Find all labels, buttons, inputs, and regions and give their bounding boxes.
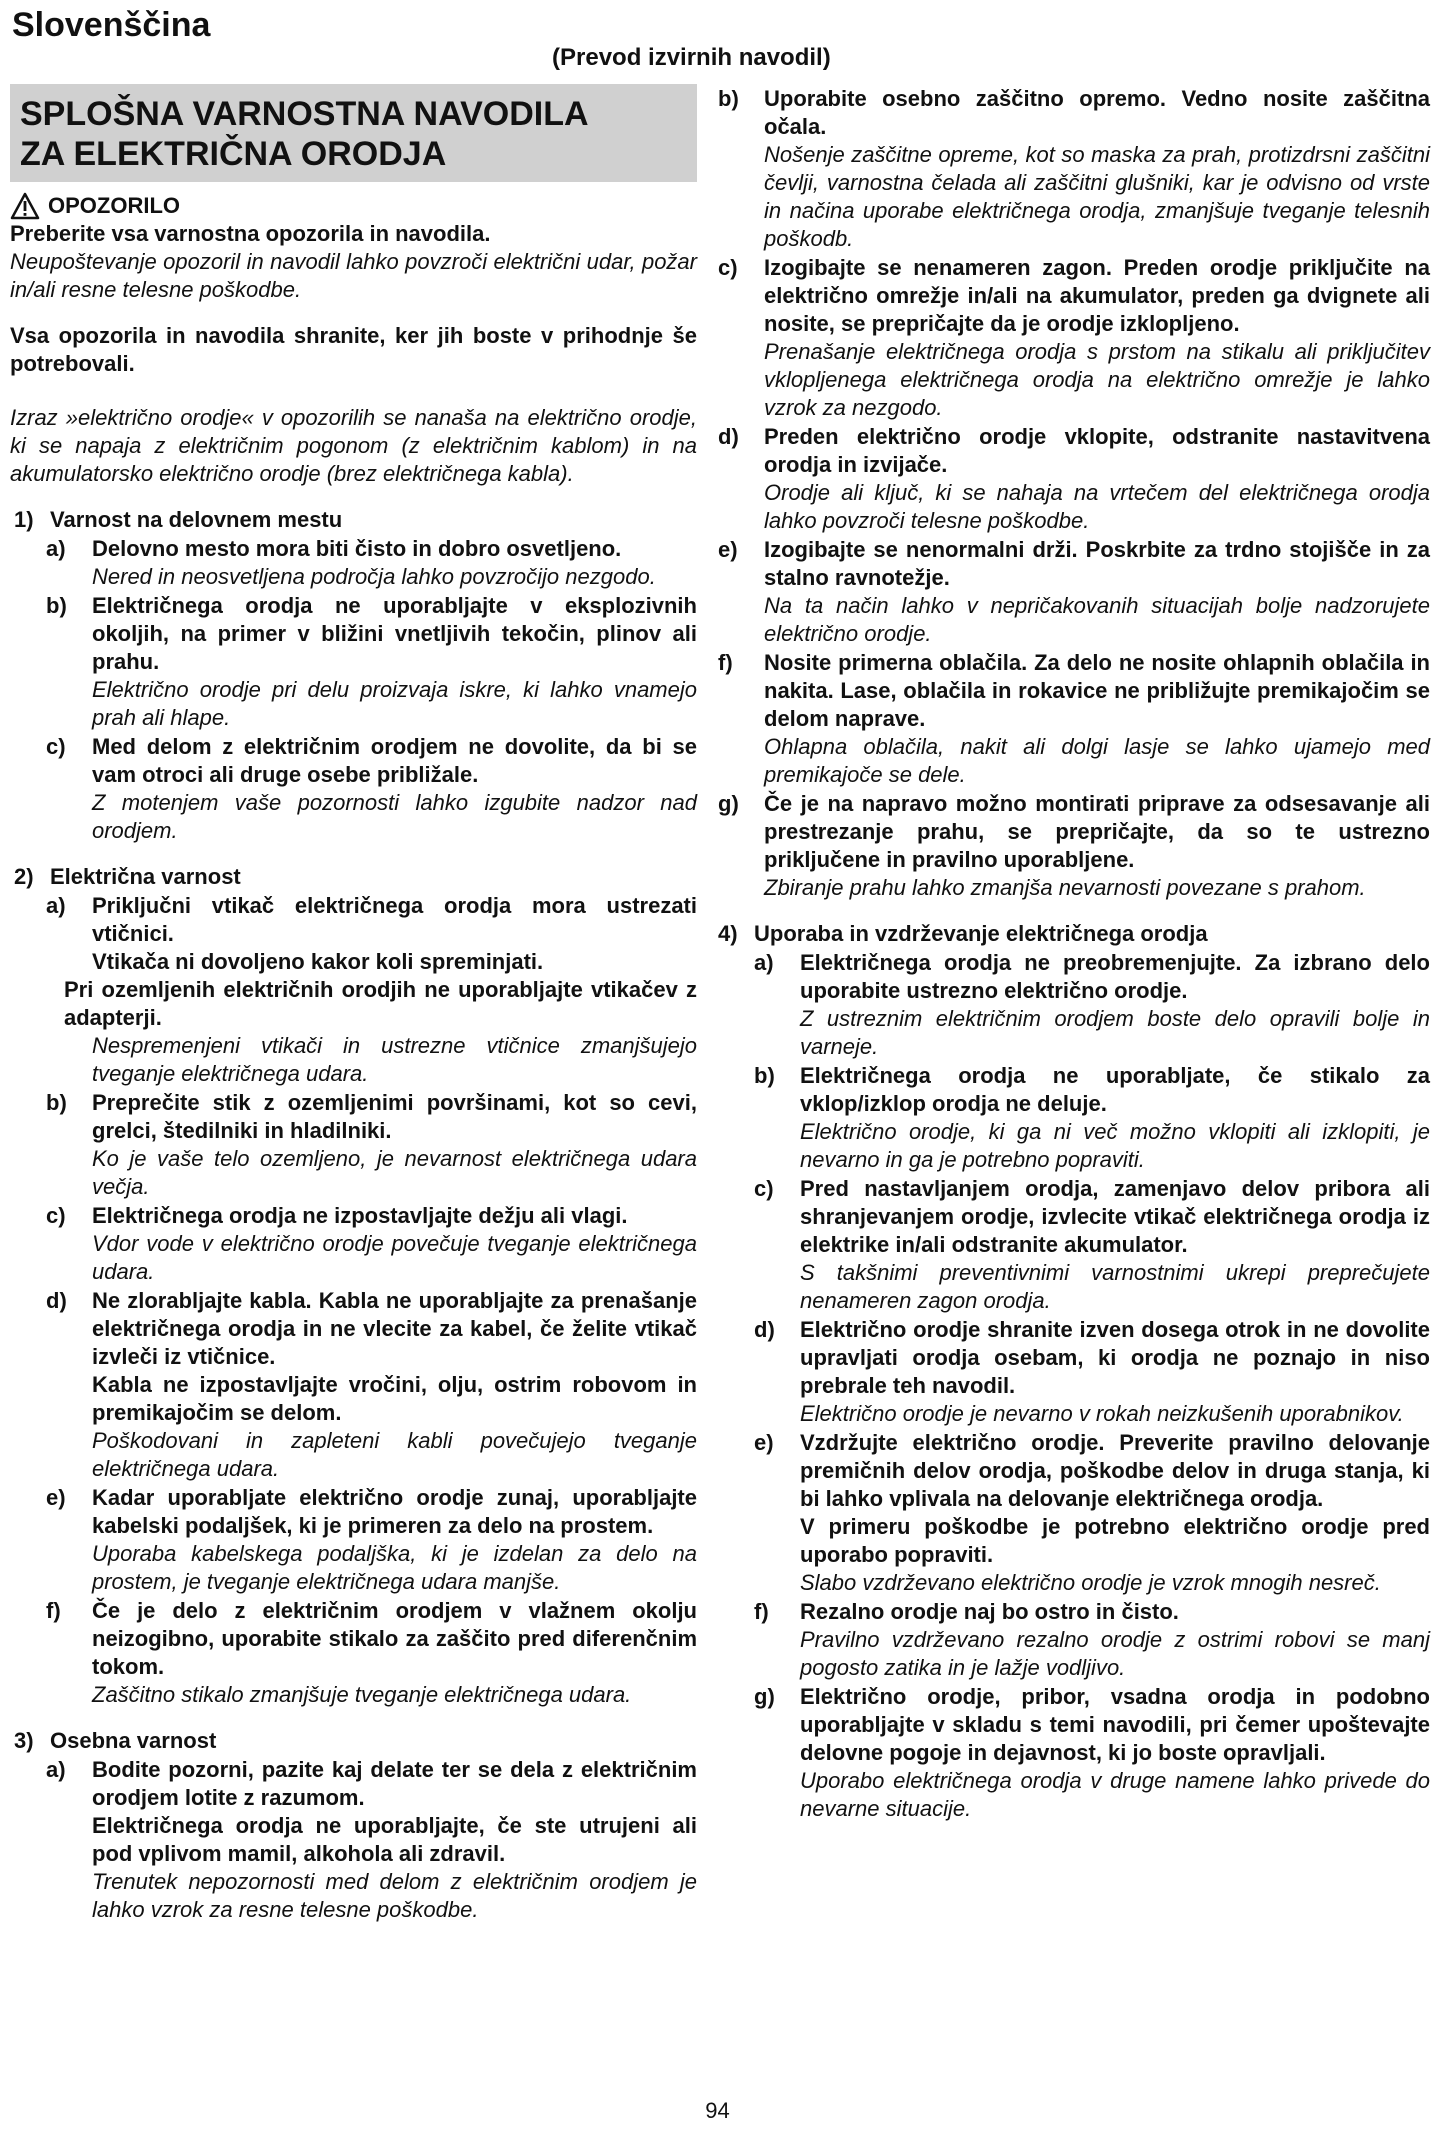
item-1c: c) Med delom z električnim orodjem ne dovolite, da bi se vam otroci ali druge osebe približale. Z motenjem vaše pozornosti lahko izgubite nadzor nad orodjem. xyxy=(46,734,697,843)
section-4-heading: 4) Uporaba in vzdrževanje električnega orodja xyxy=(718,921,1208,946)
warning-label: OPOZORILO xyxy=(48,193,180,218)
item-2e: e) Kadar uporabljate električno orodje zunaj, uporabljajte kabelski podaljšek, ki je primeren za delo na prostem. Uporaba kabelskega podaljška, ki je izdelan za delo na prostem, je tveganje električnega udara manjše. xyxy=(46,1485,697,1594)
item-4f: f) Rezalno orodje naj bo ostro in čisto. Pravilno vzdrževano rezalno orodje z ostrimi robovi se manj pogosto zatika in je lažje vodljivo. xyxy=(754,1599,1430,1680)
warning-term: Izraz »električno orodje« v opozorilih se nanaša na električno orodje, ki se napaja z električnim pogonom (z električnim kablom) in na akumulatorsko električno orodje (brez električnega kabla). xyxy=(10,405,697,486)
warning-italic: Neupoštevanje opozoril in navodil lahko povzroči električni udar, požar in/ali resne telesne poškodbe. xyxy=(10,249,697,302)
warning-heading xyxy=(10,192,697,220)
item-2a-adapter: Pri ozemljenih električnih orodjih ne uporabljajte vtikačev z adapterji. xyxy=(64,977,697,1030)
item-3a: a) Bodite pozorni, pazite kaj delate ter se dela z električnim orodjem lotite z razumom. Električnega orodja ne uporabljajte, če ste utrujeni ali pod vplivom mamil, alkohola ali zdravil. Trenutek nepozornosti med delom z električnim orodjem je lahko vzrok za resne telesne poškodbe. xyxy=(46,1757,697,1922)
item-2b: b) Preprečite stik z ozemljenimi površinami, kot so cevi, grelci, štedilniki in hladilniki. Ko je vaše telo ozemljeno, je nevarnost električnega udara večja. xyxy=(46,1090,697,1199)
item-1a: a) Delovno mesto mora biti čisto in dobro osvetljeno. Nered in neosvetljena področja lahko povzročijo nezgodo. xyxy=(46,536,656,589)
item-3g: g) Če je na napravo možno montirati priprave za odsesavanje ali prestrezanje prahu, se prepričajte, da so te ustrezno priključene in pravilno uporabljene. Zbiranje prahu lahko zmanjša nevarnosti povezane s prahom. xyxy=(718,791,1430,900)
item-4c: c) Pred nastavljanjem orodja, zamenjavo delov pribora ali shranjevanjem orodje, izvlecite vtikač električnega orodja iz elektrike in/ali odstranite akumulator. S takšnimi preventivnimi varnostnimi ukrepi preprečujete nenameren zagon orodja. xyxy=(754,1176,1430,1313)
item-4e: e) Vzdržujte električno orodje. Preverite pravilno delovanje premičnih delov orodja, poškodbe delov in druga stanja, ki bi lahko vplivala na delovanje električnega orodja. V primeru poškodbe je potrebno električno orodje pred uporabo popraviti. Slabo vzdrževano električno orodje je vzrok mnogih nesreč. xyxy=(754,1430,1430,1595)
page-number: 94 xyxy=(705,2098,730,2123)
right-column xyxy=(718,84,1430,1823)
language-heading: Slovenščina xyxy=(12,6,211,44)
item-3b: b) Uporabite osebno zaščitno opremo. Vedno nosite zaščitna očala. Nošenje zaščitne opreme, kot so maska za prah, protizdrsni zaščitni čevlji, varnostna čelada ali zaščitni glušniki, kar je odvisno od vrste in načina uporabe električnega orodja, zmanjšuje tveganje telesnih poškodb. xyxy=(718,86,1430,251)
item-4d: d) Električno orodje shranite izven dosega otrok in ne dovolite upravljati orodja osebam, ki orodja ne poznajo in niso prebrale teh navodil. Električno orodje je nevarno v rokah neizkušenih uporabnikov. xyxy=(754,1317,1430,1426)
item-3d: d) Preden električno orodje vklopite, odstranite nastavitvena orodja in izvijače. Orodje ali ključ, ki se nahaja na vrtečem del električnega orodja lahko povzroči telesne poškodbe. xyxy=(718,424,1430,533)
item-2f: f) Če je delo z električnim orodjem v vlažnem okolju neizogibno, uporabite stikalo za zaščito pred diferenčnim tokom. Zaščitno stikalo zmanjšuje tveganje električnega udara. xyxy=(46,1598,697,1707)
item-2a-italic: Nespremenjeni vtikači in ustrezne vtičnice zmanjšujejo tveganje električnega udara. xyxy=(92,1033,697,1086)
item-1b: b) Električnega orodja ne uporabljajte v eksplozivnih okoljih, na primer v bližini vnetljivih tekočin, plinov ali prahu. Električno orodje pri delu proizvaja iskre, ki lahko vnamejo prah ali hlape. xyxy=(46,593,697,730)
item-4b: b) Električnega orodja ne uporabljate, če stikalo za vklop/izklop orodja ne deluje. Električno orodje, ki ga ni več možno vklopiti ali izklopiti, je nevarno in ga je potrebno popraviti. xyxy=(754,1063,1430,1172)
item-4g: g) Električno orodje, pribor, vsadna orodja in podobno uporabljajte v skladu s temi navodili, pri čemer upoštevajte delovne pogoje in dejavnost, ki jo boste opravljali. Uporabo električnega orodja v druge namene lahko privede do nevarne situacije. xyxy=(754,1684,1430,1821)
section-3-heading: 3) Osebna varnost xyxy=(14,1728,217,1753)
item-4a: a) Električnega orodja ne preobremenjujte. Za izbrano delo uporabite ustrezno električno orodje. Z ustreznim električnim orodjem boste delo opravili bolje in varneje. xyxy=(754,950,1430,1059)
translation-note: (Prevod izvirnih navodil) xyxy=(552,44,831,71)
section-2-heading: 2) Električna varnost xyxy=(14,864,241,889)
warning-triangle-icon xyxy=(10,192,40,220)
item-2d: d) Ne zlorabljajte kabla. Kabla ne uporabljajte za prenašanje električnega orodja in ne vlecite za kabel, če želite vtikač izvleči iz vtičnice. Kabla ne izpostavljajte vročini, olju, ostrim robovom in premikajočim se delom. Poškodovani in zapleteni kabli povečujejo tveganje električnega udara. xyxy=(46,1288,697,1481)
warning-bold: Preberite vsa varnostna opozorila in navodila. xyxy=(10,221,491,246)
section-1-heading: 1) Varnost na delovnem mestu xyxy=(14,507,343,532)
warning-keep: Vsa opozorila in navodila shranite, ker jih boste v prihodnje še potrebovali. xyxy=(10,323,697,376)
left-column xyxy=(10,84,697,1924)
item-2a: a) Priključni vtikač električnega orodja mora ustrezati vtičnici. Vtikača ni dovoljeno kakor koli spreminjati. xyxy=(46,893,697,974)
title-line-2: ZA ELEKTRIČNA ORODJA xyxy=(20,135,447,173)
item-2c: c) Električnega orodja ne izpostavljajte dežju ali vlagi. Vdor vode v električno orodje povečuje tveganje električnega udara. xyxy=(46,1203,697,1284)
item-3c: c) Izogibajte se nenameren zagon. Preden orodje priključite na električno omrežje in/ali na akumulator, preden ga dvignete ali nosite, se prepričajte da je orodje izklopljeno. Prenašanje električnega orodja s prstom na stikalu ali priključitev vklopljenega električnega orodja na električno omrežje je lahko vzrok za nezgodo. xyxy=(718,255,1430,420)
item-3f: f) Nosite primerna oblačila. Za delo ne nosite ohlapnih oblačila in nakita. Lase, oblačila in rokavice ne približujte premikajočim se delom naprave. Ohlapna oblačila, nakit ali dolgi lasje se lahko ujamejo med premikajoče se dele. xyxy=(718,650,1430,787)
item-3e: e) Izogibajte se nenormalni drži. Poskrbite za trdno stojišče in za stalno ravnotežje. Na ta način lahko v nepričakovanih situacijah bolje nadzorujete električno orodje. xyxy=(718,537,1430,646)
title-line-1: SPLOŠNA VARNOSTNA NAVODILA xyxy=(20,95,589,133)
title-box xyxy=(10,84,697,182)
